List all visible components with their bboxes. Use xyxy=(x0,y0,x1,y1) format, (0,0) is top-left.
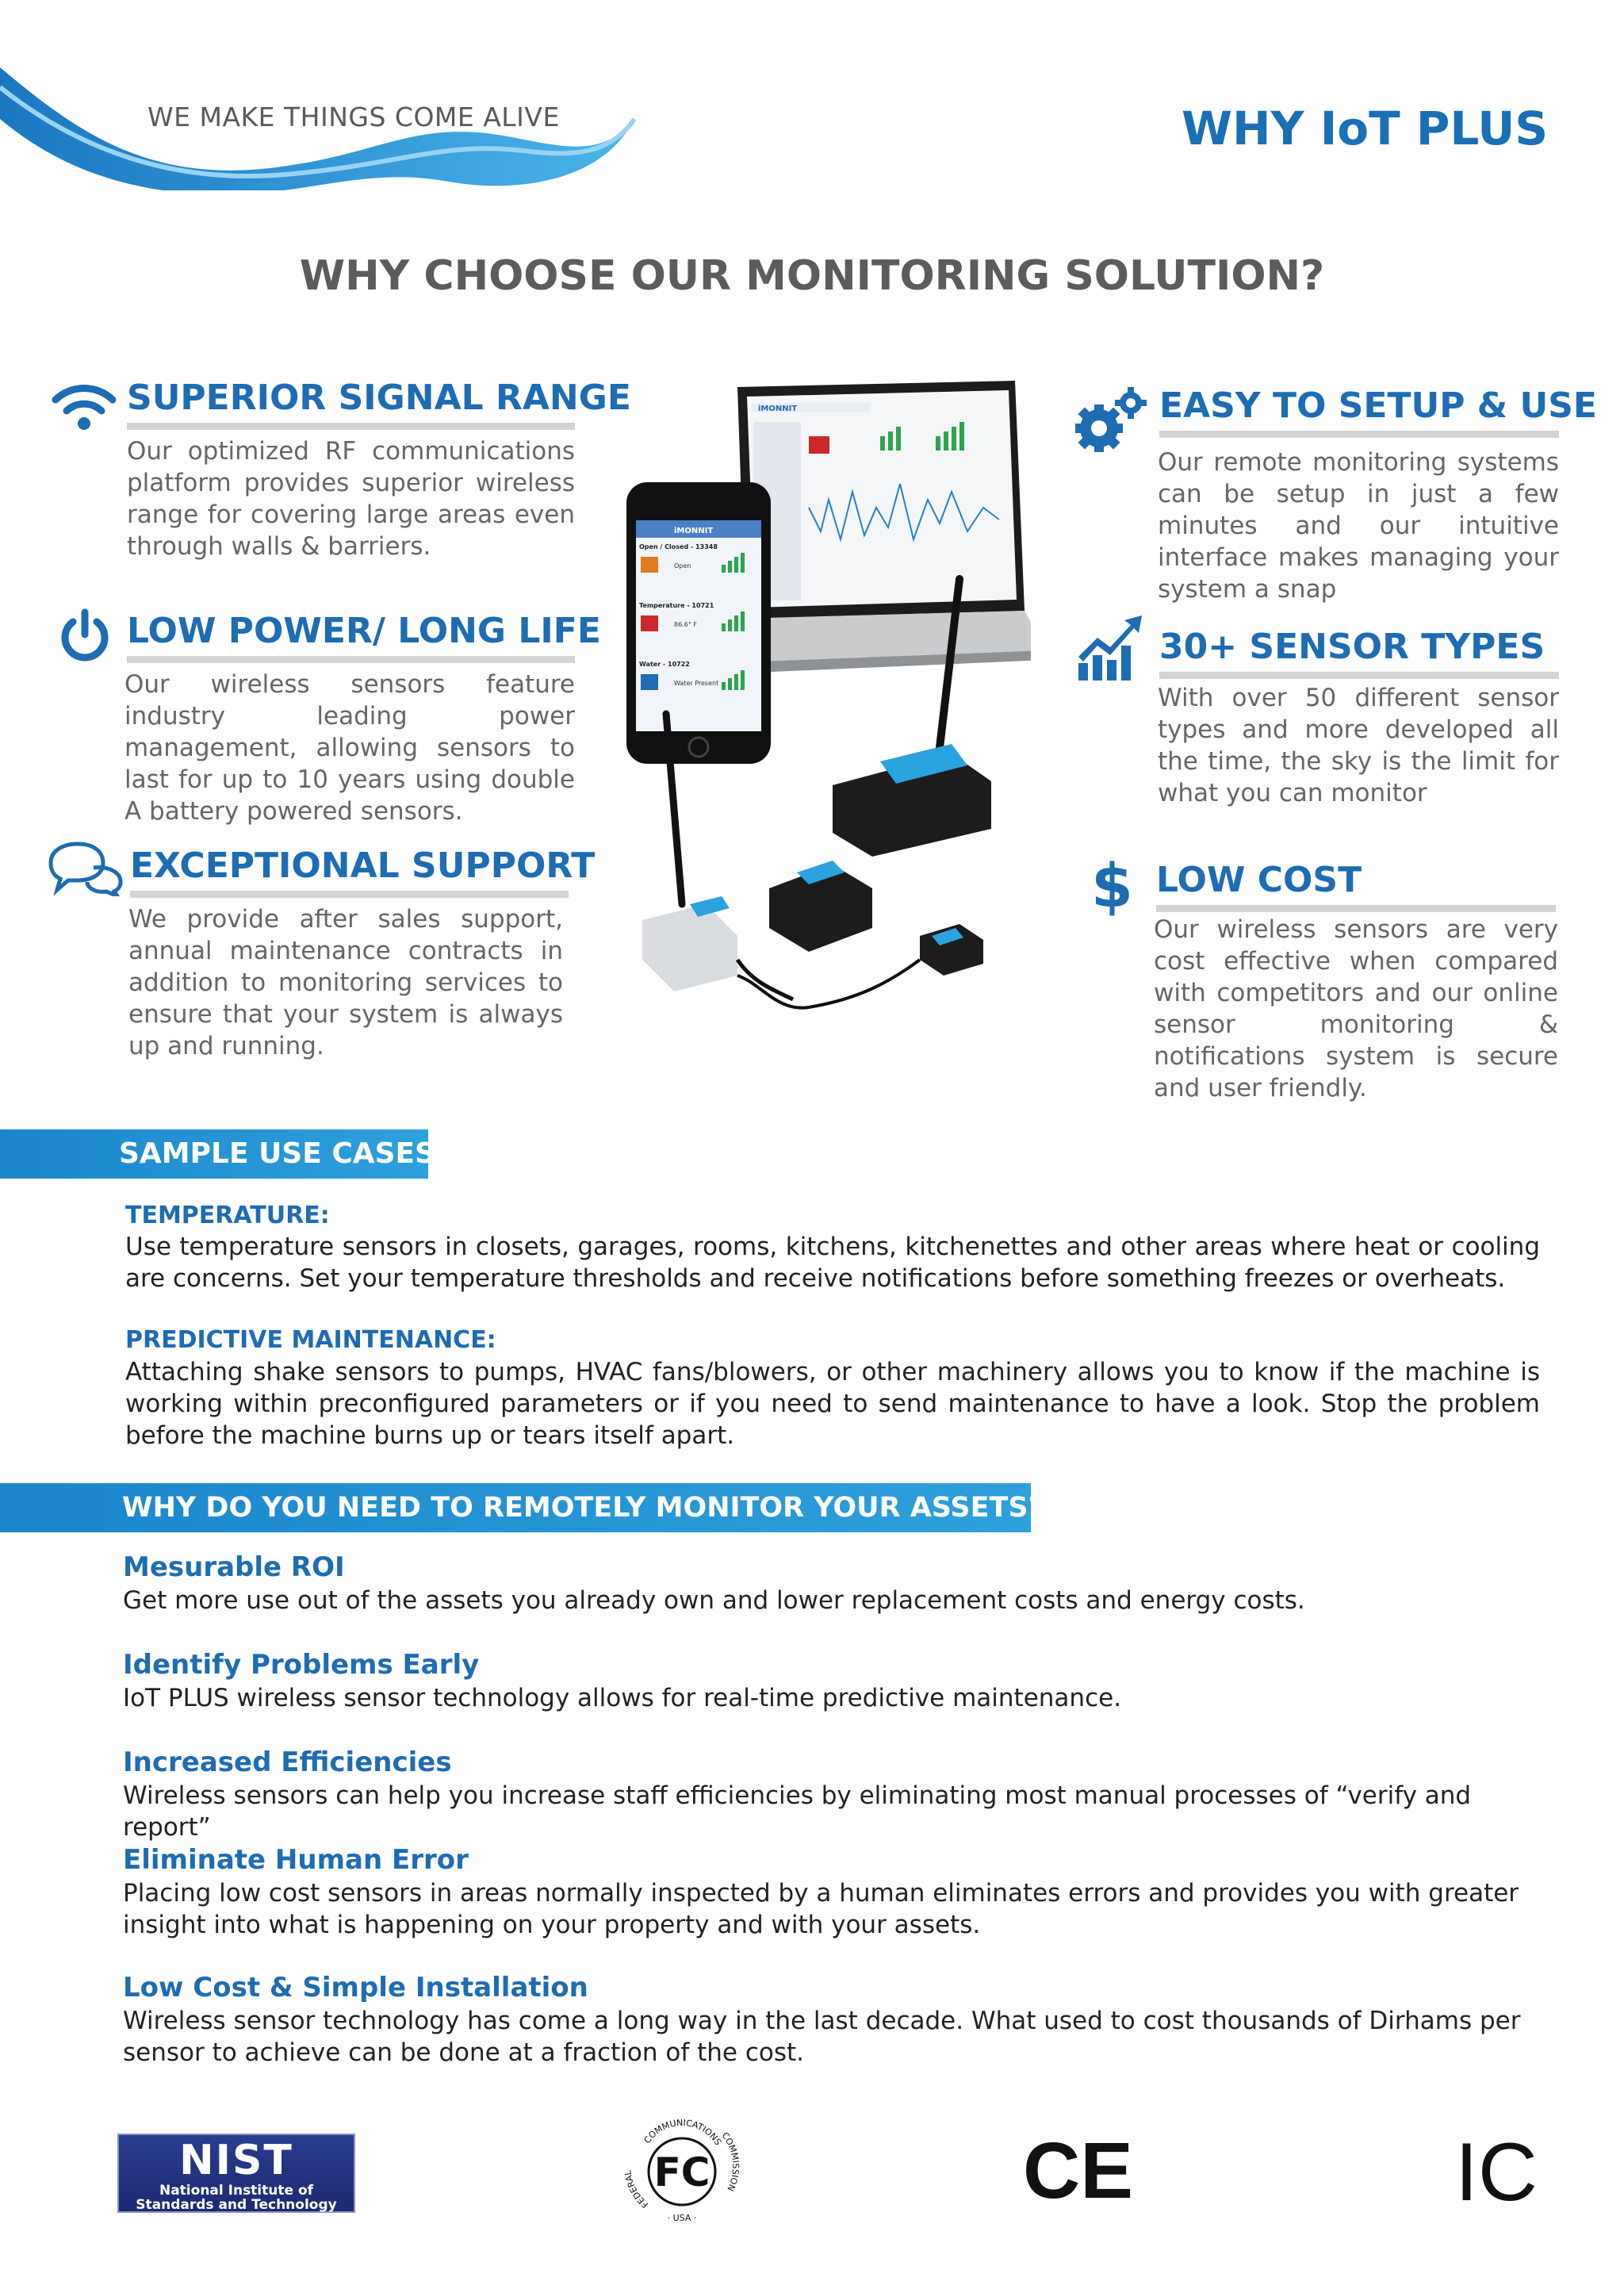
gears-icon xyxy=(1071,384,1150,455)
power-icon xyxy=(59,608,111,663)
feature-body: Our wireless sensors feature industry leading power management, allowing sensors to last for up to 10 years using double A battery powered sensors. xyxy=(124,670,575,826)
product-image xyxy=(619,381,1031,1015)
feature-body: We provide after sales support, annual maintenance contracts in addition to monitoring services to ensure that your system is always up and running. xyxy=(128,905,563,1060)
header-wave-decoration xyxy=(0,0,650,190)
reason-body: Get more use out of the assets you already own and lower replacement costs and energy costs. xyxy=(123,1586,1305,1615)
reason-body: Placing low cost sensors in areas normally inspected by a human eliminates errors and provides you with greater insight into what is happening on your property and with your assets. xyxy=(123,1879,1519,1939)
nist-wordmark: NIST xyxy=(179,2137,293,2184)
phone-brand: iMONNIT xyxy=(674,527,714,535)
reason-body: Wireless sensor technology has come a long way in the last decade. What used to cost thousands of Dirhams per sensor to achieve can be done at a fraction of the cost. xyxy=(123,2007,1521,2067)
tagline: WE MAKE THINGS COME ALIVE xyxy=(147,102,560,132)
fcc-logo xyxy=(619,2102,745,2229)
feature-title: EASY TO SETUP & USE xyxy=(1159,385,1597,426)
growth-chart-icon xyxy=(1075,614,1143,681)
dollar-icon: $ xyxy=(1091,850,1133,921)
title-underline xyxy=(127,656,575,663)
nist-subtitle: Standards and Technology xyxy=(136,2197,337,2213)
document-title: WHY IoT PLUS xyxy=(1182,102,1549,155)
section-band-use-cases: SAMPLE USE CASES xyxy=(0,1129,428,1179)
feature-title: SUPERIOR SIGNAL RANGE xyxy=(127,378,631,418)
svg-text:COMMISSION xyxy=(720,2130,741,2193)
reason-title: Mesurable ROI xyxy=(123,1551,345,1583)
phone-row-title: Water - 10722 xyxy=(639,661,690,668)
use-case-body: Attaching shake sensors to pumps, HVAC fans/blowers, or other machinery allows you to know if the machine is working within preconfigured parameters or if you need to send maintenance to have a look. Stop the problem before the machine burns up or tears itself apart. xyxy=(125,1358,1540,1450)
fcc-ring-text: COMMISSION xyxy=(719,2130,741,2193)
title-underline xyxy=(130,891,569,898)
feature-body: Our remote monitoring systems can be setup in just a few minutes and our intuitive interface makes managing your system a snap xyxy=(1158,448,1559,604)
feature-body: Our optimized RF communications platform provides superior wireless range for covering large areas even through walls & barriers. xyxy=(127,437,575,561)
ic-mark-logo: IC xyxy=(1455,2126,1538,2218)
reason-title: Eliminate Human Error xyxy=(123,1844,469,1876)
feature-body: Our wireless sensors are very cost effective when compared with competitors and our online sensor monitoring & notifications system is secure and user friendly. xyxy=(1154,915,1558,1102)
feature-title: 30+ SENSOR TYPES xyxy=(1159,627,1545,667)
use-case-title: PREDICTIVE MAINTENANCE: xyxy=(125,1326,496,1354)
phone-row-value: 86.6° F xyxy=(674,621,697,628)
reason-title: Identify Problems Early xyxy=(123,1649,480,1681)
phone-row-value: Open xyxy=(674,562,691,569)
fcc-ring-text: COMMUNICATIONS xyxy=(642,2117,724,2148)
title-underline xyxy=(1159,672,1559,679)
chat-bubbles-icon xyxy=(46,841,125,896)
phone-row-value: Water Present xyxy=(674,680,719,687)
reason-title: Increased Efficiencies xyxy=(123,1746,452,1778)
use-case-title: TEMPERATURE: xyxy=(125,1202,330,1229)
nist-subtitle: National Institute of xyxy=(159,2183,314,2199)
reason-body: Wireless sensors can help you increase staff efficiencies by eliminating most manual processes of “verify and report” xyxy=(123,1781,1472,1842)
laptop-brand: iMONNIT xyxy=(758,405,798,413)
svg-text:FEDERAL xyxy=(622,2169,650,2210)
section-band-reasons: WHY DO YOU NEED TO REMOTELY MONITOR YOUR ASSETS? xyxy=(0,1483,1031,1532)
main-heading: WHY CHOOSE OUR MONITORING SOLUTION? xyxy=(299,252,1325,300)
reason-body: IoT PLUS wireless sensor technology allows for real-time predictive maintenance. xyxy=(123,1684,1122,1712)
use-case-body: Use temperature sensors in closets, garages, rooms, kitchens, kitchenettes and other areas where heat or cooling are concerns. Set your temperature thresholds and receive notifications before something freezes or overheats. xyxy=(125,1233,1540,1293)
reason-title: Low Cost & Simple Installation xyxy=(123,1972,588,2003)
phone-row-title: Open / Closed - 13348 xyxy=(639,543,718,550)
fcc-ring-text: · USA · xyxy=(667,2213,697,2223)
title-underline xyxy=(1156,905,1556,912)
nist-logo xyxy=(117,2134,355,2213)
title-underline xyxy=(1159,431,1559,438)
feature-title: EXCEPTIONAL SUPPORT xyxy=(130,845,596,886)
feature-title: LOW POWER/ LONG LIFE xyxy=(127,611,601,651)
svg-text:COMMUNICATIONS xyxy=(642,2118,723,2147)
feature-title: LOW COST xyxy=(1156,860,1362,900)
fcc-mark: FC xyxy=(653,2149,710,2195)
phone-row-title: Temperature - 10721 xyxy=(639,602,714,609)
ce-mark-logo: CE xyxy=(1023,2126,1133,2215)
title-underline xyxy=(127,423,575,430)
fcc-ring-text: FEDERAL xyxy=(622,2169,651,2210)
wifi-icon xyxy=(51,379,117,431)
feature-body: With over 50 different sensor types and more developed all the time, the sky is the limit for what you can monitor xyxy=(1158,684,1559,807)
